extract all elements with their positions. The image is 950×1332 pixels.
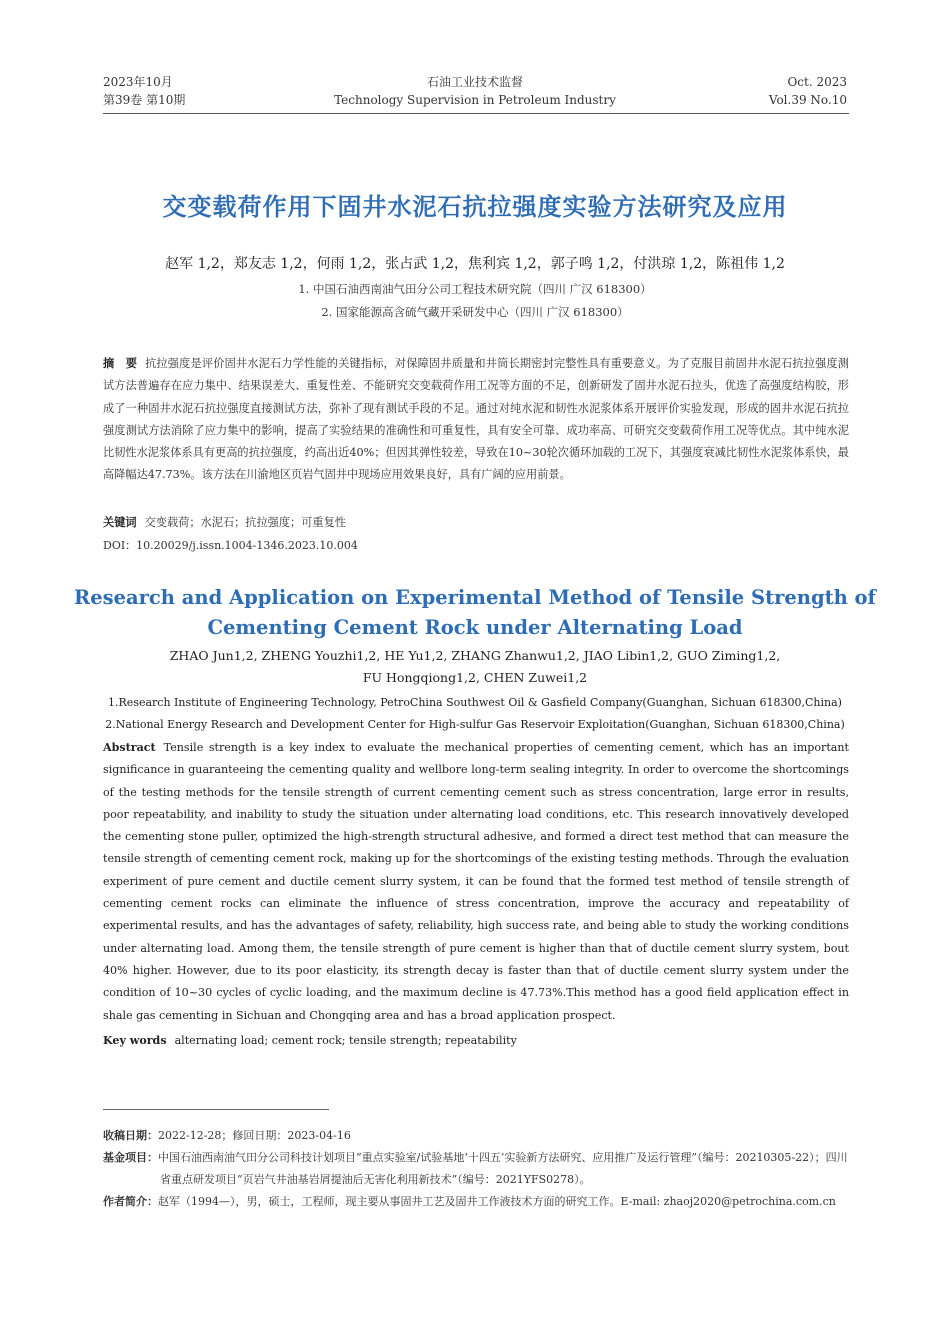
author-list-en-line2: FU Hongqiong1,2, CHEN Zuwei1,2 xyxy=(362,670,588,685)
keywords-label-en: Key words xyxy=(103,1034,167,1047)
abstract-label-cn: 摘 要 xyxy=(103,356,138,370)
author-bio-label: 作者简介： xyxy=(103,1195,158,1208)
author-list-en xyxy=(0,645,950,689)
received-text: 2022-12-28；修回日期：2023-04-16 xyxy=(158,1129,351,1142)
author-bio-text: 赵军（1994—），男，硕士，工程师，现主要从事固井工艺及固井工作液技术方面的研究工作。E-mail: zhaoj2020@petrochina.com.cn xyxy=(158,1195,836,1208)
abstract-text-cn: 抗拉强度是评价固井水泥石力学性能的关键指标，对保障固井质量和井筒长期密封完整性具有重要意义。为了克服目前固井水泥石抗拉强度测试方法普遍存在应力集中、结果误差大、重复性差、不能研究交变载荷作用工况等方面的不足，创新研发了固井水泥石拉头，优选了高强度结构胶，形成了一种固井水泥石抗拉强度直接测试方法，弥补了现有测试手段的不足。通过对纯水泥和韧性水泥浆体系开展评价实验发现，形成的固井水泥石抗拉强度测试方法消除了应力集中的影响，提高了实验结果的准确性和可重复性，具有安全可靠、成功率高、可研究交变载荷作用工况等优点。其中纯水泥比韧性水泥浆体系具有更高的抗拉强度，约高出近40%；但因其弹性较差，导致在10~30轮次循环加载的工况下，其强度衰减比韧性水泥浆体系快，最高降幅达47.73%。该方法在川渝地区页岩气固井中现场应用效果良好，具有广阔的应用前景。 xyxy=(103,357,849,482)
affiliation-1-cn: 1. 中国石油西南油气田分公司工程技术研究院（四川 广汉 618300） xyxy=(298,282,652,296)
header-volume-en: Vol.39 No.10 xyxy=(768,93,847,107)
paper-title-en-line2: Cementing Cement Rock under Alternating Load xyxy=(207,616,743,639)
journal-name-en: Technology Supervision in Petroleum Industry xyxy=(334,93,616,107)
paper-title-cn: 交变载荷作用下固井水泥石抗拉强度实验方法研究及应用 xyxy=(162,193,788,221)
journal-date-volume-en xyxy=(769,73,847,109)
header-date-en: Oct. 2023 xyxy=(787,75,847,89)
author-list-en-line1: ZHAO Jun1,2, ZHENG Youzhi1,2, HE Yu1,2, ZHANG Zhanwu1,2, JIAO Libin1,2, GUO Ziming1,2, xyxy=(169,648,781,663)
footnote-author xyxy=(103,1191,849,1213)
fund-text: 中国石油西南油气田分公司科技计划项目“重点实验室/试验基地‘十四五’实验新方法研究、应用推广及运行管理”（编号：20210305-22）；四川省重点研发项目“页岩气井油基岩屑提油后无害化利用新技术”（编号：2021YFS0278）。 xyxy=(158,1151,848,1186)
abstract-cn xyxy=(103,352,849,487)
footnote-divider xyxy=(103,1109,329,1110)
footnote-fund xyxy=(103,1147,849,1190)
abstract-label-en: Abstract xyxy=(103,741,156,754)
keywords-text-cn: 交变载荷；水泥石；抗拉强度；可重复性 xyxy=(144,516,346,529)
affiliation-2-en: 2.National Energy Research and Development Center for High-sulfur Gas Reservoir Exploitation(Guanghan, Sichuan 618300,China) xyxy=(105,718,845,731)
keywords-en xyxy=(103,1032,849,1050)
keywords-label-cn: 关键词 xyxy=(103,515,137,529)
keywords-text-en: alternating load; cement rock; tensile strength; repeatability xyxy=(174,1034,517,1047)
paper-title-en xyxy=(0,583,950,643)
author-list-cn: 赵军 1,2，郑友志 1,2，何雨 1,2，张占武 1,2，焦利宾 1,2，郭子鸣 1,2，付洪琼 1,2，陈祖伟 1,2 xyxy=(165,256,785,272)
abstract-text-en: Tensile strength is a key index to evaluate the mechanical properties of cementing cement, which has an important significance in guaranteeing the cementing quality and wellbore long-term sealing integrity. In order to overcome the shortcomings of the testing methods for the tensile strength of current cementing cement such as stress concentration, large error in results, poor repeatability, and inability to study the situation under alternating load conditions, etc. This research innovatively developed the cementing stone puller, optimized the high-strength structural adhesive, and formed a direct test method that can measure the tensile strength of cementing cement rock, making up for the shortcomings of the existing testing methods. Through the evaluation experiment of pure cement and ductile cement slurry system, it can be found that the formed test method of tensile strength of cementing cement rocks can eliminate the influence of stress concentration, improve the accuracy and repeatability of experimental results, and has the advantages of safety, reliability, high success rate, and being able to study the working conditions under alternating load. Among them, the tensile strength of pure cement is higher than that of ductile cement slurry system, bout 40% higher. However, due to its poor elasticity, its strength decay is faster than that of ductile cement slurry system under the condition of 10~30 cycles of cyclic loading, and the maximum decline is 47.73%.This method has a good field application effect in shale gas cementing in Sichuan and Chongqing area and has a broad application prospect. xyxy=(103,741,849,1022)
header-divider xyxy=(103,113,849,114)
affiliation-1-en: 1.Research Institute of Engineering Technology, PetroChina Southwest Oil & Gasfield Company(Guanghan, Sichuan 618300,China) xyxy=(108,696,842,709)
fund-label: 基金项目： xyxy=(103,1151,158,1164)
journal-name-cn: 石油工业技术监督 xyxy=(426,75,523,89)
keywords-cn xyxy=(103,513,849,532)
footnote-received xyxy=(103,1125,849,1147)
header-date: 2023年10月 xyxy=(103,75,173,89)
header-volume: 第39卷 第10期 xyxy=(103,93,186,107)
abstract-en xyxy=(103,737,849,1027)
paper-title-en-line1: Research and Application on Experimental Method of Tensile Strength of xyxy=(74,586,876,609)
doi: DOI：10.20029/j.issn.1004-1346.2023.10.004 xyxy=(103,539,358,552)
affiliation-2-cn: 2. 国家能源高含硫气藏开采研发中心（四川 广汉 618300） xyxy=(321,305,629,319)
received-label: 收稿日期： xyxy=(103,1129,158,1142)
